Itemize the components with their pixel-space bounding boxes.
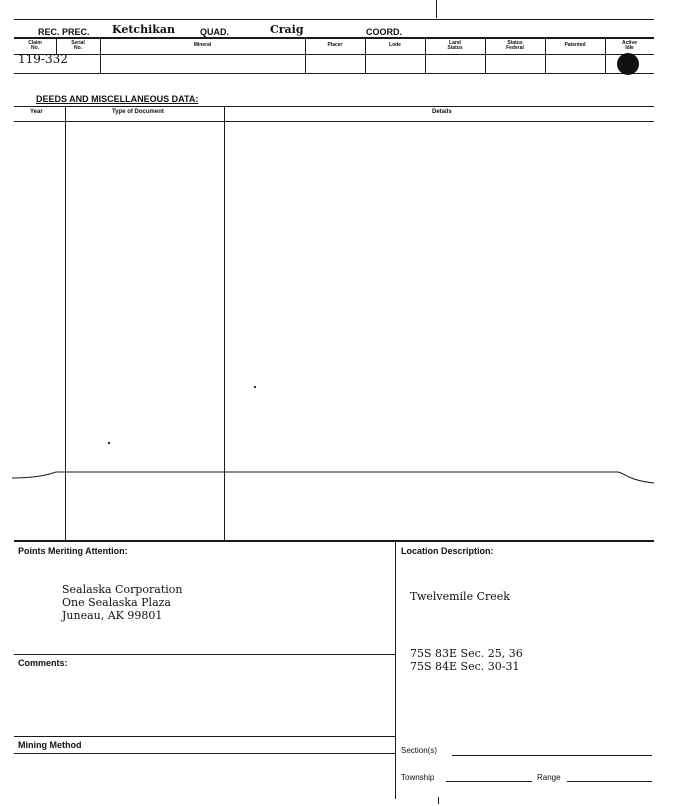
township-field-line[interactable]	[446, 781, 532, 782]
mining-label: Mining Method	[18, 740, 82, 750]
fold-line	[0, 460, 678, 490]
claim-col-divider-6	[485, 38, 486, 74]
points-label: Points Meriting Attention:	[18, 546, 128, 556]
land-status-header: Land Status	[447, 40, 463, 51]
rec-prec-label: REC. PREC.	[38, 27, 90, 37]
location-label: Location Description:	[401, 546, 494, 556]
claim-col-divider-8	[605, 38, 606, 74]
location-lines: 75S 83E Sec. 25, 36 75S 84E Sec. 30-31	[410, 647, 523, 673]
claim-col-divider-7	[545, 38, 546, 74]
sections-field-line[interactable]	[452, 755, 652, 756]
mineral-header: Mineral	[193, 42, 212, 48]
rec-prec-value: Ketchikan	[112, 23, 176, 36]
speck	[108, 442, 110, 444]
claim-table-header-rule	[14, 54, 654, 55]
bottom-tick-mark	[438, 797, 439, 804]
points-text: Sealaska Corporation One Sealaska Plaza Juneau, AK 99801	[62, 583, 183, 622]
deeds-title: DEEDS AND MISCELLANEOUS DATA:	[36, 94, 199, 104]
active-idle-mark	[617, 53, 639, 75]
quad-label: QUAD.	[200, 27, 229, 37]
deeds-top-rule	[14, 106, 654, 107]
top-tick-mark	[436, 0, 437, 18]
header-top-rule	[14, 19, 654, 20]
serial-no-header: Serial No.	[71, 40, 85, 51]
bottom-section-divider	[395, 541, 396, 799]
deeds-header-rule	[14, 121, 654, 122]
bottom-section-top-rule	[14, 540, 654, 542]
deeds-type-header: Type of Document	[112, 109, 164, 115]
claim-table-bottom-rule	[14, 73, 654, 74]
claim-table-top-rule	[14, 37, 654, 39]
range-field-line[interactable]	[567, 781, 652, 782]
deeds-details-header: Details	[432, 109, 452, 115]
claim-col-divider-5	[425, 38, 426, 74]
location-name: Twelvemile Creek	[410, 590, 510, 603]
comments-label: Comments:	[18, 658, 68, 668]
deeds-year-header: Year	[30, 109, 43, 115]
status-federal-header: Status Federal	[506, 40, 524, 51]
active-idle-header: Active Idle	[621, 40, 637, 51]
range-label: Range	[537, 773, 561, 782]
claim-no-header: Claim No.	[28, 40, 42, 51]
speck	[254, 386, 256, 388]
claim-col-divider-3	[305, 38, 306, 74]
lode-header: Lode	[389, 42, 401, 48]
coord-label: COORD.	[366, 27, 402, 37]
township-label: Township	[401, 773, 435, 782]
mining-sub-rule	[14, 753, 396, 754]
quad-value: Craig	[270, 23, 304, 36]
patented-header: Patented	[564, 42, 586, 48]
placer-header: Placer	[327, 42, 343, 48]
mining-rule	[14, 736, 396, 737]
claim-no-value: 119-332	[18, 52, 68, 66]
comments-rule	[14, 654, 396, 655]
claim-col-divider-2	[100, 38, 101, 74]
claim-col-divider-4	[365, 38, 366, 74]
sections-label: Section(s)	[401, 746, 438, 755]
